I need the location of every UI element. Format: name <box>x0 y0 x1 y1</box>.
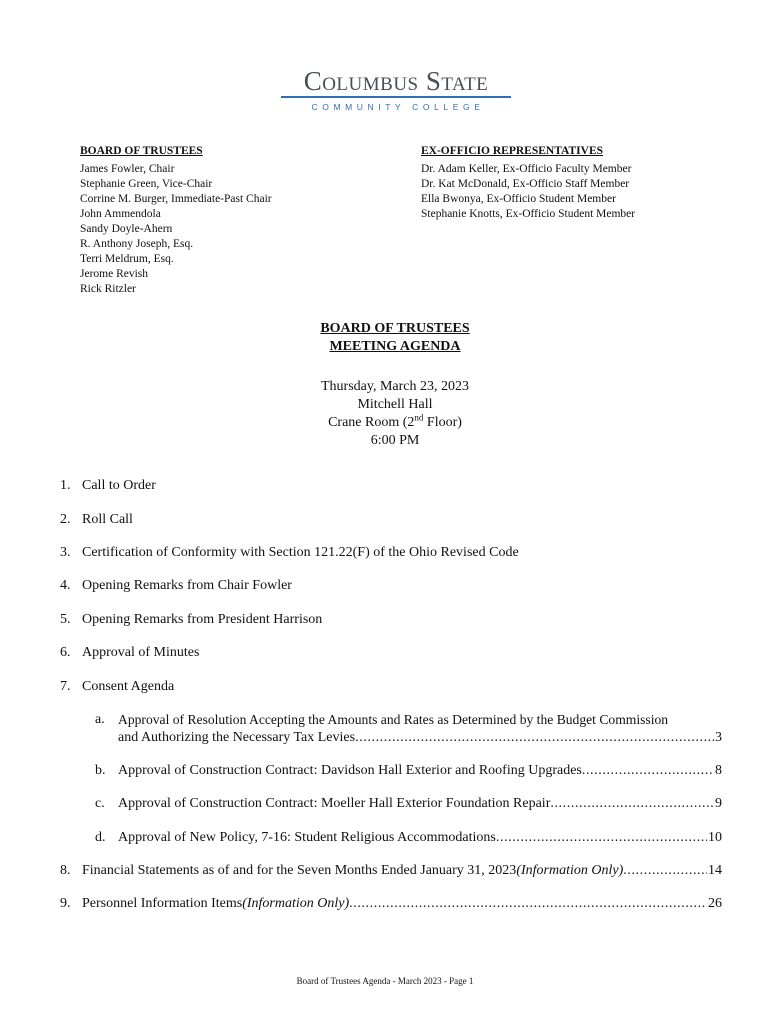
trustee-name: Terri Meldrum, Esq. <box>80 253 174 265</box>
logo-name: Columbus State <box>303 66 489 96</box>
page-number: 3 <box>715 730 722 745</box>
college-logo <box>281 66 511 112</box>
page-footer: Board of Trustees Agenda - March 2023 - Page 1 <box>296 976 474 986</box>
exofficio-name: Stephanie Knotts, Ex-Officio Student Member <box>421 208 636 220</box>
trustee-name: R. Anthony Joseph, Esq. <box>80 238 194 250</box>
agenda-item-leader: Financial Statements as of and for the Seven Months Ended January 31, 2023 (Information Only) ..... 14 <box>82 862 722 880</box>
title-line-1: BOARD OF TRUSTEES <box>320 321 470 336</box>
consent-item-leader: Approval of Construction Contract: Moeller Hall Exterior Foundation Repair ..... 9 <box>118 795 722 813</box>
information-only-note: (Information Only) <box>516 863 624 878</box>
exofficio-heading: EX-OFFICIO REPRESENTATIVES <box>421 145 604 157</box>
trustees-heading: BOARD OF TRUSTEES <box>80 145 203 157</box>
trustees-column <box>80 144 400 297</box>
trustee-name: Jerome Revish <box>80 268 149 280</box>
meeting-building: Mitchell Hall <box>357 397 433 412</box>
meeting-date: Thursday, March 23, 2023 <box>320 379 469 394</box>
consent-item-continued: and Authorizing the Necessary Tax Levies ..... 3 <box>118 729 722 747</box>
page-number: 10 <box>708 830 722 845</box>
logo-rule <box>281 96 511 98</box>
page-number: 14 <box>708 863 722 878</box>
trustee-name: James Fowler, Chair <box>80 163 175 175</box>
page-number: 8 <box>715 763 722 778</box>
page-number: 26 <box>708 896 722 911</box>
page-number: 9 <box>715 796 722 811</box>
trustee-name: John Ammendola <box>80 208 161 220</box>
exofficio-name: Dr. Kat McDonald, Ex-Officio Staff Member <box>421 178 630 190</box>
title-line-2: MEETING AGENDA <box>329 339 461 354</box>
exofficio-name: Dr. Adam Keller, Ex-Officio Faculty Member <box>421 163 632 175</box>
trustee-name: Rick Ritzler <box>80 283 136 295</box>
meeting-info <box>0 378 770 450</box>
exofficio-column <box>421 144 721 222</box>
agenda-title <box>0 320 770 356</box>
exofficio-name: Ella Bwonya, Ex-Officio Student Member <box>421 193 616 205</box>
meeting-room: Crane Room (2nd Floor) <box>328 412 462 430</box>
trustee-name: Stephanie Green, Vice-Chair <box>80 178 213 190</box>
consent-item-leader: Approval of New Policy, 7-16: Student Religious Accommodations ..... 10 <box>118 829 722 847</box>
logo-subtitle: COMMUNITY COLLEGE <box>311 102 485 112</box>
trustee-name: Corrine M. Burger, Immediate-Past Chair <box>80 193 272 205</box>
agenda-item-leader: Personnel Information Items (Information Only) ..... 26 <box>82 895 722 913</box>
consent-item-leader: Approval of Construction Contract: Davidson Hall Exterior and Roofing Upgrades ..... 8 <box>118 762 722 780</box>
meeting-time: 6:00 PM <box>370 433 420 448</box>
information-only-note: (Information Only) <box>242 896 350 911</box>
trustee-name: Sandy Doyle-Ahern <box>80 223 173 235</box>
